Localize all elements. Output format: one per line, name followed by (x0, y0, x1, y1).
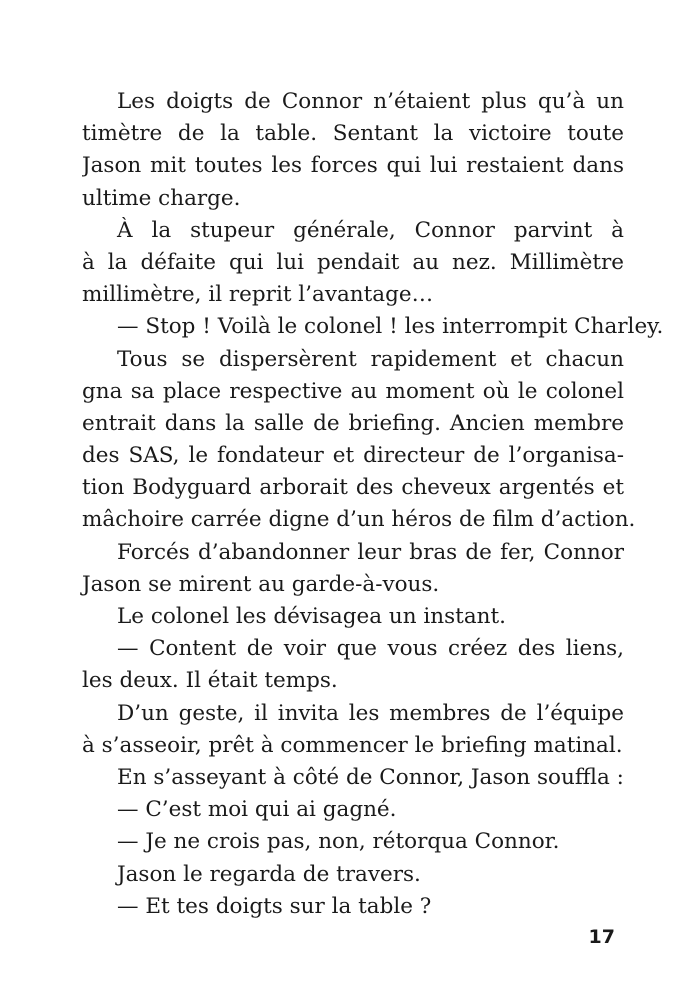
text-line: Tous se dispersèrent rapidement et chacun (117, 346, 624, 372)
text-line: Jason se mirent au garde-à-vous. (82, 571, 440, 597)
text-line: ultime charge. (82, 185, 241, 211)
text-line: — Je ne crois pas, non, rétorqua Connor. (117, 829, 560, 855)
text-line: — Stop ! Voilà le colonel ! les interrompit Charley. (117, 314, 664, 340)
body-text (82, 86, 664, 923)
text-line: les deux. Il était temps. (82, 668, 338, 694)
text-line: À la stupeur générale, Connor parvint à (117, 217, 624, 243)
text-line: gna sa place respective au moment où le colonel (82, 378, 624, 404)
text-line: Les doigts de Connor n’étaient plus qu’à un (117, 89, 624, 114)
text-line: — Et tes doigts sur la table ? (117, 893, 432, 919)
text-line: à la défaite qui lui pendait au nez. Millimètre (82, 249, 624, 275)
text-line: Jason le regarda de travers. (117, 861, 421, 887)
text-line: Jason mit toutes les forces qui lui restaient dans (82, 153, 624, 179)
text-line: — Content de voir que vous créez des liens, (117, 636, 624, 662)
text-line: mâchoire carrée digne d’un héros de film d’action. (82, 507, 636, 533)
text-line: entrait dans la salle de briefing. Ancien membre (82, 410, 624, 436)
text-line: tion Bodyguard arborait des cheveux argentés et (82, 475, 624, 501)
text-line: Le colonel les dévisagea un instant. (117, 604, 506, 629)
text-line: timètre de la table. Sentant la victoire toute (82, 121, 624, 147)
text-line: à s’asseoir, prêt à commencer le briefing matinal. (82, 732, 623, 758)
page-number: 17 (588, 926, 615, 948)
text-line: Forcés d’abandonner leur bras de fer, Connor (117, 539, 624, 565)
text-line: — C’est moi qui ai gagné. (117, 797, 397, 823)
text-line: des SAS, le fondateur et directeur de l’organisa- (82, 443, 624, 469)
text-line: D’un geste, il invita les membres de l’équipe (117, 700, 624, 726)
text-line: millimètre, il reprit l’avantage… (82, 282, 434, 308)
text-line: En s’asseyant à côté de Connor, Jason souffla : (117, 764, 624, 790)
